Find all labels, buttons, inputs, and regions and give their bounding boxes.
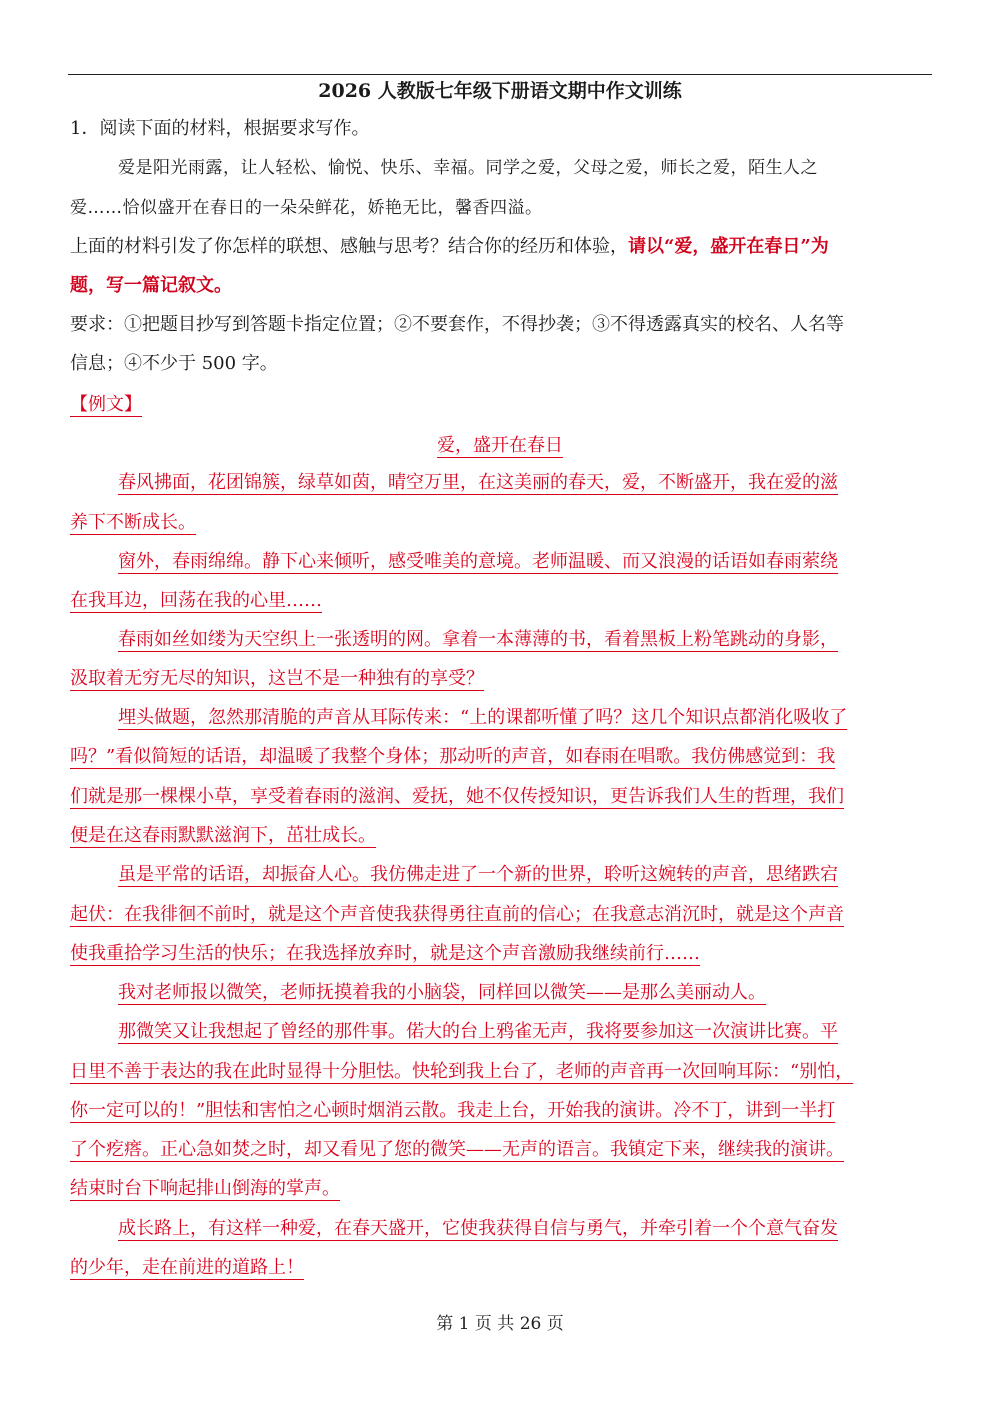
material-line-2: 爱……恰似盛开在春日的一朵朵鲜花，娇艳无比，馨香四溢。 bbox=[70, 198, 543, 218]
requirements-line-1: 要求：①把题目抄写到答题卡指定位置；②不要套作，不得抄袭；③不得透露真实的校名、人名等 bbox=[70, 314, 844, 335]
requirements-line-2: 信息；④不少于 500 字。 bbox=[70, 353, 278, 374]
essay-line: 了个疙瘩。正心急如焚之时，却又看见了您的微笑——无声的语言。我镇定下来，继续我的演讲。 bbox=[70, 1139, 844, 1160]
essay-line: 成长路上，有这样一种爱，在春天盛开，它使我获得自信与勇气，并牵引着一个个意气奋发 bbox=[118, 1218, 838, 1239]
essay-line: 使我重拾学习生活的快乐；在我选择放弃时，就是这个声音激励我继续前行…… bbox=[70, 943, 700, 964]
prompt-line-1 bbox=[70, 234, 930, 260]
prompt-plain-text: 上面的材料引发了你怎样的联想、感触与思考？结合你的经历和体验， bbox=[70, 236, 628, 257]
header-rule bbox=[68, 74, 932, 75]
essay-line: 们就是那一棵棵小草，享受着春雨的滋润、爱抚，她不仅传授知识，更告诉我们人生的哲理，我们 bbox=[70, 786, 844, 807]
essay-line: 结束时台下响起排山倒海的掌声。 bbox=[70, 1178, 340, 1199]
question-number-line: 1．阅读下面的材料，根据要求写作。 bbox=[70, 118, 370, 139]
prompt-emphasis-2: 题，写一篇记叙文。 bbox=[70, 275, 232, 296]
essay-line: 在我耳边，回荡在我的心里…… bbox=[70, 590, 322, 611]
essay-line: 你一定可以的！”胆怯和害怕之心顿时烟消云散。我走上台，开始我的演讲。冷不丁，讲到一半打 bbox=[70, 1100, 836, 1121]
material-line-1: 爱是阳光雨露，让人轻松、愉悦、快乐、幸福。同学之爱，父母之爱，师长之爱，陌生人之 bbox=[118, 158, 818, 178]
prompt-emphasis-1: 请以“爱，盛开在春日”为 bbox=[628, 236, 829, 257]
essay-line: 虽是平常的话语，却振奋人心。我仿佛走进了一个新的世界，聆听这婉转的声音，思绪跌宕 bbox=[118, 864, 838, 885]
document-title: 2026 人教版七年级下册语文期中作文训练 bbox=[318, 80, 682, 102]
page-number-footer: 第 1 页 共 26 页 bbox=[436, 1314, 564, 1334]
essay-line: 起伏：在我徘徊不前时，就是这个声音使我获得勇往直前的信心；在我意志消沉时，就是这个声音 bbox=[70, 904, 844, 925]
essay-line: 那微笑又让我想起了曾经的那件事。偌大的台上鸦雀无声，我将要参加这一次演讲比赛。平 bbox=[118, 1021, 838, 1042]
essay-line: 我对老师报以微笑，老师抚摸着我的小脑袋，同样回以微笑——是那么美丽动人。 bbox=[118, 982, 766, 1003]
essay-line: 窗外，春雨绵绵。静下心来倾听，感受唯美的意境。老师温暖、而又浪漫的话语如春雨萦绕 bbox=[118, 551, 838, 572]
essay-line: 日里不善于表达的我在此时显得十分胆怯。快轮到我上台了，老师的声音再一次回响耳际：“别怕， bbox=[70, 1061, 854, 1082]
essay-line: 埋头做题，忽然那清脆的声音从耳际传来：“上的课都听懂了吗？这几个知识点都消化吸收了 bbox=[118, 707, 848, 728]
essay-line: 的少年，走在前进的道路上！ bbox=[70, 1257, 304, 1278]
essay-line: 吗？”看似简短的话语，却温暖了我整个身体；那动听的声音，如春雨在唱歌。我仿佛感觉到：我 bbox=[70, 746, 836, 767]
example-label: 【例文】 bbox=[70, 394, 142, 415]
essay-line: 养下不断成长。 bbox=[70, 512, 196, 533]
essay-line: 春雨如丝如缕为天空织上一张透明的网。拿着一本薄薄的书，看着黑板上粉笔跳动的身影， bbox=[118, 629, 838, 650]
essay-line: 便是在这春雨默默滋润下，茁壮成长。 bbox=[70, 825, 376, 846]
essay-line: 汲取着无穷无尽的知识，这岂不是一种独有的享受？ bbox=[70, 668, 484, 689]
essay-title: 爱，盛开在春日 bbox=[437, 435, 563, 456]
essay-line: 春风拂面，花团锦簇，绿草如茵，晴空万里，在这美丽的春天，爱，不断盛开，我在爱的滋 bbox=[118, 472, 838, 493]
